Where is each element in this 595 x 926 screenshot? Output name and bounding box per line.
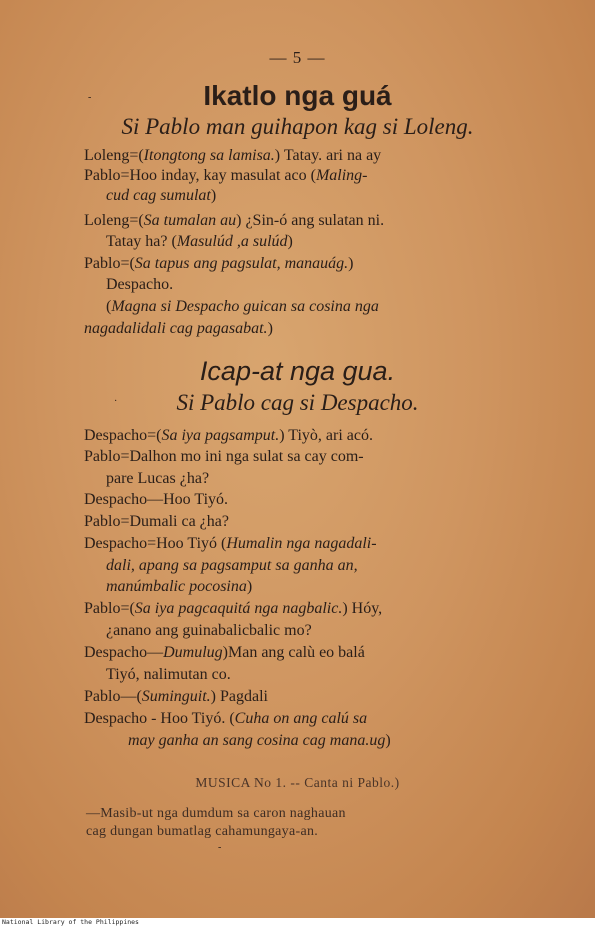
dialogue-line: nagadalidali cag pagasabat.) [84, 320, 273, 337]
dialogue-line: cud cag sumulat) [106, 187, 217, 204]
dialogue-line: (Magna si Despacho guican sa cosina nga [106, 298, 379, 315]
dialogue-line: Pablo=(Sa tapus ang pagsulat, manauág.) [84, 255, 354, 272]
dialogue-line: Despacho—Hoo Tiyó. [84, 491, 229, 508]
dialogue-line: Pablo=Hoo inday, kay masulat aco (Maling- [84, 167, 368, 184]
dialogue-line: dali, apang sa pagsamput sa ganha an, [106, 557, 358, 574]
dialogue-line: Loleng=(Sa tumalan au) ¿Sin-ó ang sulatan ni. [84, 212, 385, 229]
dialogue-line: Despacho. [106, 276, 174, 293]
dialogue-line: Pablo=(Sa iya pagcaquitá nga nagbalic.) Hóy, [84, 600, 383, 617]
dialogue-line: may ganha an sang cosina cag mana.ug) [128, 732, 391, 749]
scene-3-title: Ikatlo nga guá [203, 80, 392, 111]
dialogue-line: Despacho - Hoo Tiyó. (Cuha on ang calú sa [84, 710, 368, 727]
scene-3-subtitle: Si Pablo man guihapon kag si Loleng. [121, 114, 474, 139]
dialogue-line: Tiyó, nalimutan co. [106, 666, 231, 683]
library-footer: National Library of the Philippines [2, 918, 139, 926]
dialogue-line: ¿anano ang guinabalicbalic mo? [106, 622, 312, 639]
dialogue-line: manúmbalic pocosina) [106, 578, 253, 595]
song-line: cag dungan bumatlag cahamungaya-an. [86, 824, 319, 839]
dialogue-line: Despacho=(Sa iya pagsamput.) Tiyò, ari acó. [84, 427, 373, 444]
speck-mark: - [88, 92, 92, 103]
dialogue-line: Despacho=Hoo Tiyó (Humalin nga nagadali- [84, 535, 377, 552]
page-number: — 5 — [269, 48, 326, 67]
scene-4-subtitle: Si Pablo cag si Despacho. [176, 390, 419, 415]
speck-mark: - [218, 842, 222, 853]
dialogue-line: Pablo=Dalhon mo ini nga sulat sa cay com- [84, 448, 364, 465]
dialogue-line: Despacho—Dumulug)Man ang calù eo balá [84, 644, 365, 661]
dialogue-line: Loleng=(Itongtong sa lamisa.) Tatay. ari na ay [84, 147, 382, 164]
speck-mark: · [114, 396, 118, 407]
song-line: —Masib-ut nga dumdum sa caron naghauan [86, 806, 346, 821]
dialogue-line: Tatay ha? (Masulúd ,a sulúd) [106, 233, 293, 250]
dialogue-line: pare Lucas ¿ha? [106, 470, 210, 487]
dialogue-line: Pablo=Dumali ca ¿ha? [84, 513, 229, 530]
scene-4-title: Icap-at nga gua. [199, 356, 396, 386]
music-heading: MUSICA No 1. -- Canta ni Pablo.) [195, 775, 400, 790]
dialogue-line: Pablo—(Suminguit.) Pagdali [84, 688, 268, 705]
